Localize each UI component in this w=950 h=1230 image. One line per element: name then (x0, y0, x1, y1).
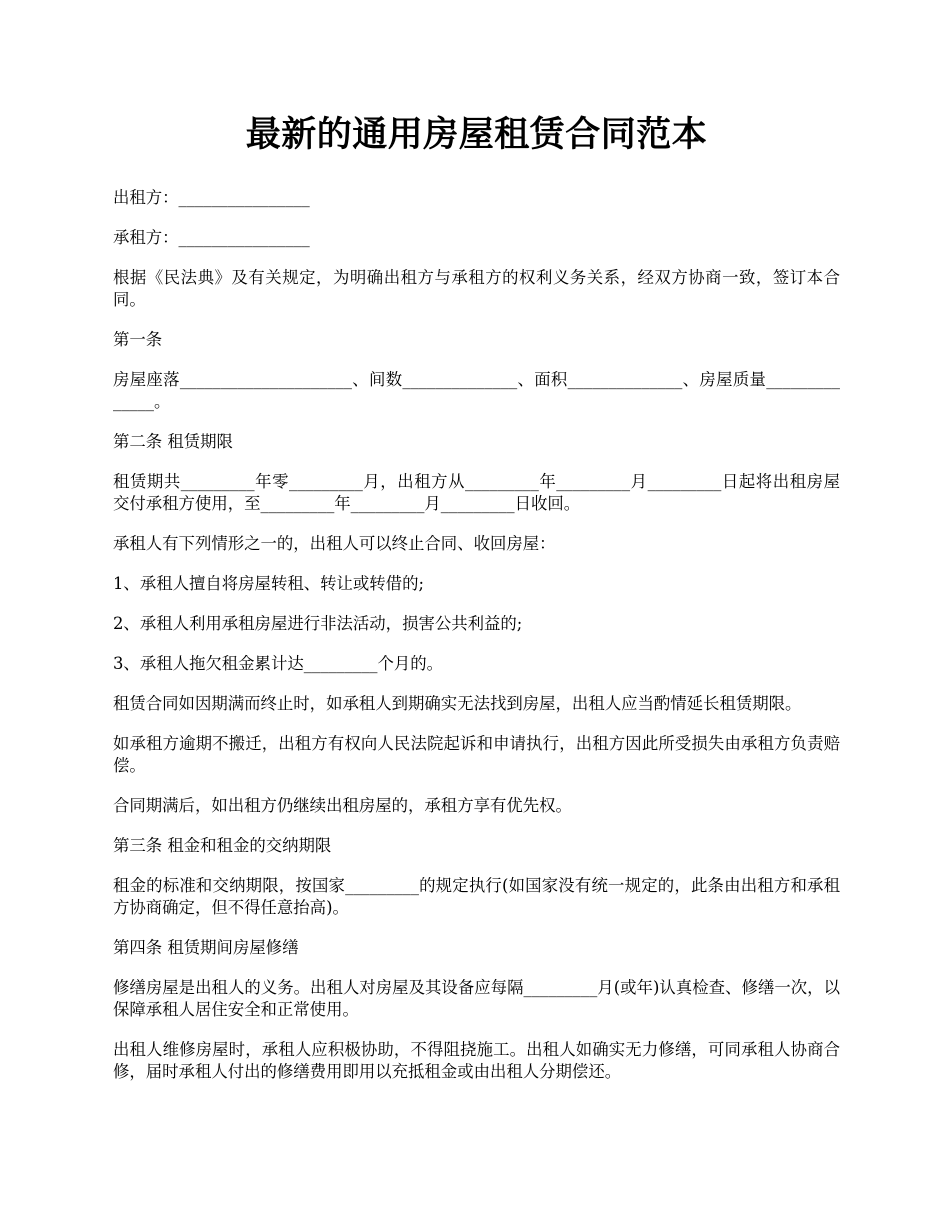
extension-paragraph: 租赁合同如因期满而终止时，如承租人到期确实无法找到房屋，出租人应当酌情延长租赁期限。 (113, 694, 802, 713)
article-4-body-2: 出租人维修房屋时，承租人应积极协助，不得阻挠施工。出租人如确实无力修缮，可同承租人协商合修，届时承租人付出的修缮费用即用以充抵租金或由出租人分期偿还。 (113, 1040, 840, 1081)
article-1-heading: 第一条 (113, 330, 163, 349)
priority-paragraph: 合同期满后，如出租方仍继续出租房屋的，承租方享有优先权。 (113, 796, 572, 815)
document-page (113, 112, 840, 1101)
article-3-heading: 第三条 租金和租金的交纳期限 (113, 836, 332, 855)
termination-item-1: 1、承租人擅自将房屋转租、转让或转借的; (113, 574, 424, 593)
termination-item-2: 2、承租人利用承租房屋进行非法活动，损害公共利益的; (113, 614, 523, 633)
lessor-line: 出租方：________________ (113, 188, 310, 207)
article-1-body: 房屋座落_____________________、间数______________、面积______________、房屋质量______________。 (113, 370, 840, 411)
termination-intro: 承租人有下列情形之一的，出租人可以终止合同、收回房屋： (113, 534, 556, 553)
article-3-body: 租金的标准和交纳期限，按国家_________的规定执行(如国家没有统一规定的，此条由出租方和承租方协商确定，但不得任意抬高)。 (113, 876, 840, 917)
article-2-term-paragraph: 租赁期共_________年零_________月，出租方从_________年_________月_________日起将出租房屋交付承租方使用，至_________年_________月_________日收回。 (113, 472, 840, 513)
article-2-heading: 第二条 租赁期限 (113, 432, 233, 451)
article-4-heading: 第四条 租赁期间房屋修缮 (113, 938, 299, 957)
article-4-body-1: 修缮房屋是出租人的义务。出租人对房屋及其设备应每隔_________月(或年)认真检查、修缮一次，以保障承租人居住安全和正常使用。 (113, 978, 840, 1019)
preamble-paragraph: 根据《民法典》及有关规定，为明确出租方与承租方的权利义务关系，经双方协商一致，签订本合同。 (113, 268, 840, 309)
termination-item-3: 3、承租人拖欠租金累计达_________个月的。 (113, 654, 444, 673)
lessee-line: 承租方：________________ (113, 228, 310, 247)
overdue-paragraph: 如承租方逾期不搬迁，出租方有权向人民法院起诉和申请执行，出租方因此所受损失由承租方负责赔偿。 (113, 734, 840, 775)
document-title: 最新的通用房屋租赁合同范本 (245, 114, 708, 155)
